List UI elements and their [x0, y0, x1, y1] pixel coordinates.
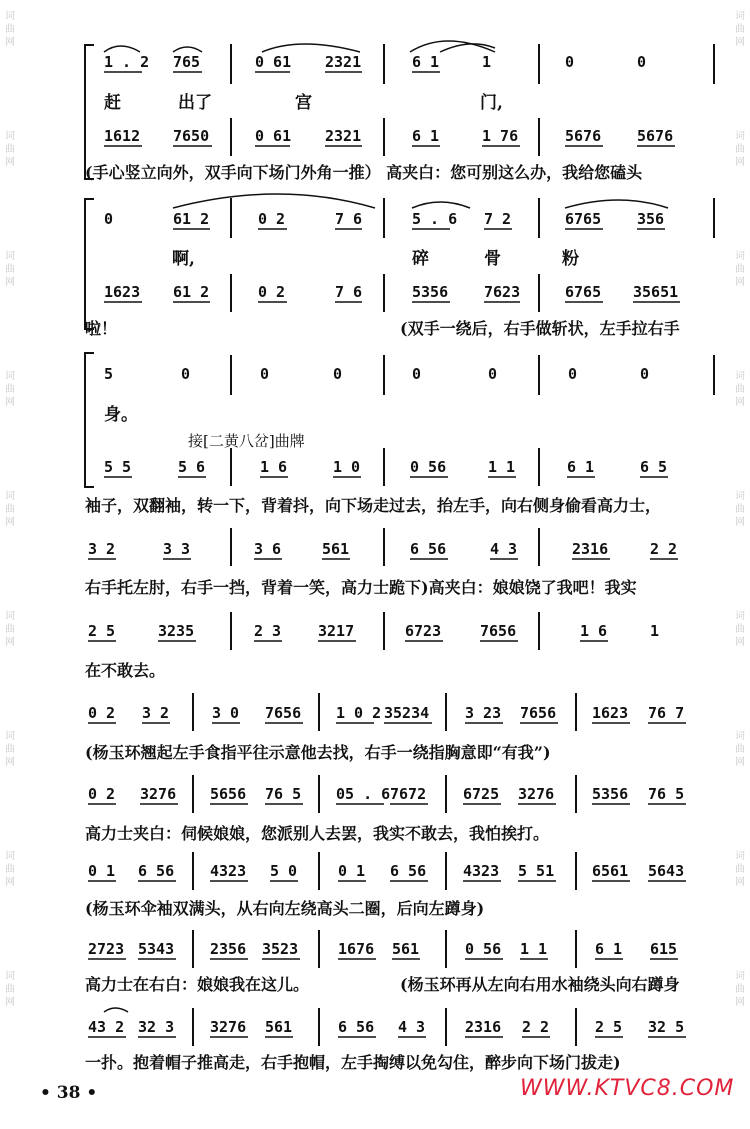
watermark-glyph: 曲 [735, 984, 745, 995]
note: 5643 [648, 862, 685, 880]
note: 3 2 [88, 540, 116, 558]
watermark-glyph: 网 [735, 277, 745, 288]
watermark-glyph: 网 [735, 757, 745, 768]
watermark-glyph: 词 [735, 971, 745, 982]
note: 6 1 [412, 127, 440, 145]
watermark-glyph: 词 [735, 611, 745, 622]
note: 32 5 [648, 1018, 685, 1036]
note: 7650 [173, 127, 210, 145]
note: 0 2 [88, 704, 116, 722]
watermark-glyph: 曲 [5, 264, 15, 275]
note: 0 61 [255, 53, 292, 71]
note: 1623 [592, 704, 629, 722]
note: 6 56 [338, 1018, 375, 1036]
note: 1676 [338, 940, 375, 958]
note: 1612 [104, 127, 141, 145]
note: 1 6 [580, 622, 608, 640]
note: 2321 [325, 53, 362, 71]
note: 4 3 [490, 540, 518, 558]
note: 0 [412, 365, 422, 383]
note: 76 7 [648, 704, 685, 722]
watermark-glyph: 曲 [735, 144, 745, 155]
note: 5356 [592, 785, 629, 803]
stage-direction: (双手一绕后，右手做斩状，左手拉右手 [400, 319, 680, 338]
watermark-glyph: 词 [735, 851, 745, 862]
note: 76 5 [648, 785, 685, 803]
note: 5343 [138, 940, 175, 958]
note: 3 3 [163, 540, 191, 558]
note: 7672 [390, 785, 427, 803]
watermark-glyph: 词 [735, 131, 745, 142]
note: 0 1 [88, 862, 116, 880]
note: 05 . 6 [336, 785, 391, 803]
stage-direction: 右手托左肘，右手一挡，背着一笑，高力士跪下)高夹白：娘娘饶了我吧！我实 [85, 578, 637, 597]
note: 561 [265, 1018, 293, 1036]
note: 2723 [88, 940, 125, 958]
note: 0 2 [258, 210, 286, 228]
lyric: 出了 [178, 93, 212, 113]
note: 0 [260, 365, 270, 383]
lyric: 骨 [484, 249, 501, 269]
watermark-glyph: 曲 [5, 864, 15, 875]
note: 4323 [463, 862, 500, 880]
note: 5 0 [270, 862, 298, 880]
note: 1 76 [482, 127, 519, 145]
note: 3276 [518, 785, 555, 803]
note: 2321 [325, 127, 362, 145]
note: 7 6 [335, 283, 363, 301]
note: 615 [650, 940, 678, 958]
note: 2 5 [88, 622, 116, 640]
slur [173, 194, 375, 208]
note: 3 23 [465, 704, 502, 722]
watermark-glyph: 网 [5, 517, 15, 528]
watermark-glyph: 网 [735, 37, 745, 48]
lyric: 赶 [104, 93, 121, 113]
lyric: 啊, [172, 249, 195, 269]
watermark-glyph: 词 [735, 251, 745, 262]
note: 1 1 [488, 458, 516, 476]
slur [173, 47, 202, 52]
watermark-glyph: 网 [5, 277, 15, 288]
stage-direction: 在不敢去。 [85, 661, 166, 680]
note: 61 2 [173, 283, 210, 301]
note: 2316 [465, 1018, 502, 1036]
watermark-glyph: 网 [5, 757, 15, 768]
watermark-glyph: 曲 [5, 384, 15, 395]
note: 5 6 [178, 458, 206, 476]
note: 6 56 [138, 862, 175, 880]
note: 7656 [520, 704, 557, 722]
note: 6 1 [595, 940, 623, 958]
page-number: • 38 • [40, 1083, 98, 1103]
watermark-glyph: 曲 [735, 24, 745, 35]
note: 7 2 [484, 210, 512, 228]
note: 0 56 [465, 940, 502, 958]
stage-direction: (手心竖立向外，双手向下场门外角一推） 高夹白：您可别这么办，我给您磕头 [85, 163, 643, 182]
watermark-glyph: 曲 [735, 504, 745, 515]
note: 1 . 2 [104, 53, 150, 71]
note: 61 2 [173, 210, 210, 228]
note: 0 [333, 365, 343, 383]
note: 1623 [104, 283, 141, 301]
note: 6765 [565, 283, 602, 301]
watermark-glyph: 网 [735, 157, 745, 168]
stage-direction: (杨玉环再从左向右用水袖绕头向右蹲身 [400, 975, 680, 994]
note: 0 [181, 365, 191, 383]
watermark-glyph: 网 [735, 637, 745, 648]
note: 3523 [262, 940, 299, 958]
note: 5656 [210, 785, 247, 803]
stage-direction: (杨玉环伞袖双满头，从右向左绕高头二圈，后向左蹲身) [85, 899, 485, 918]
note: 5356 [412, 283, 449, 301]
note: 3 6 [254, 540, 282, 558]
note: 7 6 [335, 210, 363, 228]
watermark-glyph: 词 [5, 131, 15, 142]
note: 6725 [463, 785, 500, 803]
note: 1 0 2 [336, 704, 382, 722]
note: 0 [488, 365, 498, 383]
note: 2 2 [522, 1018, 550, 1036]
lyric: 门, [480, 93, 503, 113]
watermark-glyph: 词 [735, 371, 745, 382]
watermark-glyph: 网 [735, 397, 745, 408]
note: 2356 [210, 940, 247, 958]
note: 7656 [265, 704, 302, 722]
note: 35651 [633, 283, 679, 301]
tune-label: 接[二黄八岔]曲牌 [188, 432, 305, 450]
watermark-glyph: 曲 [5, 144, 15, 155]
watermark-glyph: 网 [735, 517, 745, 528]
note: 3276 [210, 1018, 247, 1036]
watermark-glyph: 曲 [735, 264, 745, 275]
watermark-glyph: 曲 [5, 744, 15, 755]
watermark-glyph: 网 [5, 37, 15, 48]
watermark-glyph: 词 [5, 611, 15, 622]
stage-direction: 高力士夹白：伺候娘娘，您派别人去罢，我实不敢去，我怕挨打。 [85, 824, 550, 843]
note: 7623 [484, 283, 521, 301]
note: 2316 [572, 540, 609, 558]
note: 3 2 [142, 704, 170, 722]
watermark-glyph: 词 [5, 371, 15, 382]
note: 0 [568, 365, 578, 383]
note: 7656 [480, 622, 517, 640]
lyric: 碎 [412, 249, 429, 269]
watermark-glyph: 网 [5, 877, 15, 888]
note: 0 [104, 210, 114, 228]
note: 2 3 [254, 622, 282, 640]
note: 43 2 [88, 1018, 125, 1036]
note: 356 [637, 210, 665, 228]
watermark-glyph: 词 [5, 491, 15, 502]
watermark-glyph: 曲 [735, 864, 745, 875]
stage-direction: (杨玉环翘起左手食指平往示意他去找，右手一绕指胸意即“有我”) [85, 743, 551, 762]
lyric: 宫 [295, 93, 312, 113]
note: 2 2 [650, 540, 678, 558]
site-watermark[interactable]: WWW.KTVC8.COM [520, 1076, 735, 1101]
lyric: 粉 [562, 249, 579, 269]
note: 6 1 [567, 458, 595, 476]
note: 5676 [565, 127, 602, 145]
note: 5 . 6 [412, 210, 458, 228]
stage-direction: 袖子，双翻袖，转一下，背着抖，向下场走过去，抬左手，向右侧身偷看高力士， [85, 496, 662, 515]
note: 76 5 [265, 785, 302, 803]
note: 6561 [592, 862, 629, 880]
note: 6 56 [410, 540, 447, 558]
note: 35234 [384, 704, 430, 722]
slur [104, 46, 140, 52]
note: 5 [104, 365, 114, 383]
watermark-glyph: 网 [5, 997, 15, 1008]
watermark-glyph: 词 [5, 971, 15, 982]
note: 0 [640, 365, 650, 383]
note: 4323 [210, 862, 247, 880]
watermark-glyph: 曲 [5, 624, 15, 635]
note: 0 61 [255, 127, 292, 145]
note: 0 56 [410, 458, 447, 476]
watermark-glyph: 网 [5, 637, 15, 648]
note: 5 5 [104, 458, 132, 476]
watermark-glyph: 网 [5, 157, 15, 168]
watermark-glyph: 词 [735, 731, 745, 742]
slur [412, 202, 470, 208]
slur [565, 200, 668, 208]
slur [104, 1008, 128, 1012]
note: 3 0 [212, 704, 240, 722]
watermark-glyph: 网 [735, 997, 745, 1008]
note: 6 56 [390, 862, 427, 880]
watermark-glyph: 曲 [735, 384, 745, 395]
note: 0 [637, 53, 647, 71]
watermark-glyph: 网 [735, 877, 745, 888]
watermark-glyph: 网 [5, 397, 15, 408]
watermark-glyph: 词 [5, 251, 15, 262]
watermark-glyph: 曲 [5, 24, 15, 35]
note: 1 1 [520, 940, 548, 958]
watermark-glyph: 词 [5, 11, 15, 22]
slur [262, 44, 360, 52]
note: 5676 [637, 127, 674, 145]
note: 4 3 [398, 1018, 426, 1036]
note: 765 [173, 53, 201, 71]
note: 0 2 [88, 785, 116, 803]
note: 2 5 [595, 1018, 623, 1036]
note: 0 1 [338, 862, 366, 880]
note: 1 [650, 622, 660, 640]
note: 1 [482, 53, 492, 71]
watermark-glyph: 词 [735, 491, 745, 502]
note: 5 51 [518, 862, 555, 880]
watermark-glyph: 词 [735, 11, 745, 22]
note: 0 2 [258, 283, 286, 301]
note: 0 [565, 53, 575, 71]
note: 561 [322, 540, 350, 558]
stage-direction: 高力士在右白：娘娘我在这儿。 [85, 975, 310, 994]
note: 6 1 [412, 53, 440, 71]
watermark-glyph: 曲 [735, 624, 745, 635]
note: 1 0 [333, 458, 361, 476]
stage-direction: 啦！ [85, 319, 118, 338]
stage-direction: 一扑。抱着帽子推高走，右手抱帽，左手掏缚以免勾住，醉步向下场门拔走) [85, 1053, 621, 1072]
note: 1 6 [260, 458, 288, 476]
note: 6765 [565, 210, 602, 228]
watermark-glyph: 曲 [735, 744, 745, 755]
note: 6723 [405, 622, 442, 640]
note: 3276 [140, 785, 177, 803]
watermark-glyph: 词 [5, 731, 15, 742]
note: 3217 [318, 622, 355, 640]
watermark-glyph: 曲 [5, 984, 15, 995]
note: 3235 [158, 622, 195, 640]
lyric: 身。 [104, 405, 138, 425]
note: 561 [392, 940, 420, 958]
watermark-glyph: 词 [5, 851, 15, 862]
note: 32 3 [138, 1018, 175, 1036]
note: 6 5 [640, 458, 668, 476]
watermark-glyph: 曲 [5, 504, 15, 515]
